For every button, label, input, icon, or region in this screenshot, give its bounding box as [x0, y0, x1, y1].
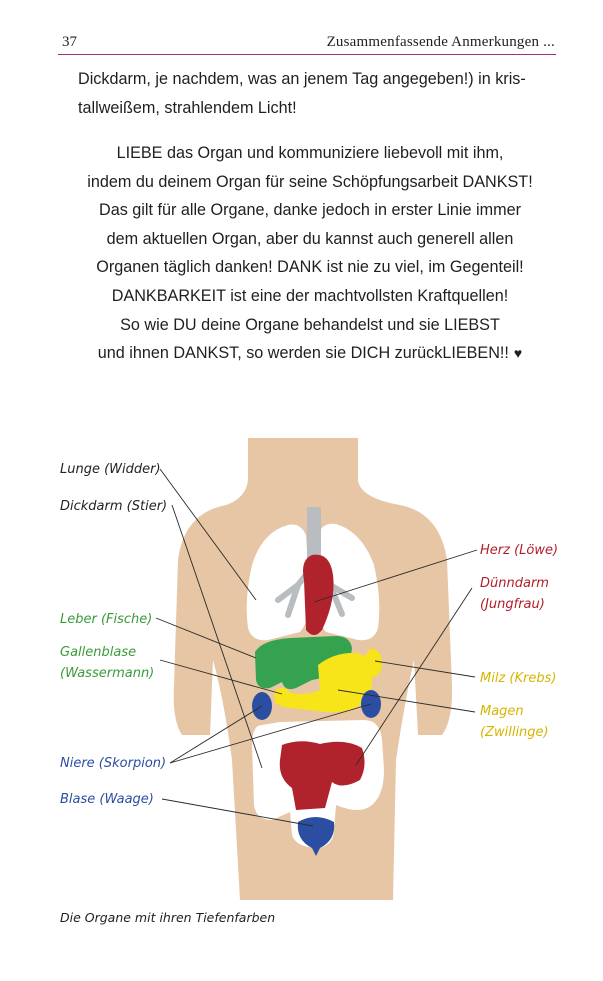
running-head: Zusammenfassende Anmerkungen ... [326, 34, 555, 50]
label-lunge: Lunge (Widder) [60, 462, 161, 477]
label-blase: Blase (Waage) [60, 792, 154, 807]
label-milz: Milz (Krebs) [480, 671, 557, 686]
page-number: 37 [62, 34, 77, 50]
label-duenndarm: Dünndarm [480, 576, 549, 591]
text-line: tallweißem, strahlendem Licht! [78, 98, 297, 117]
label-leber: Leber (Fische) [60, 612, 153, 627]
label-niere: Niere (Skorpion) [60, 756, 167, 771]
text-line: DANKBARKEIT ist eine der machtvollsten Kraftquellen! [111, 286, 509, 305]
label-gallenblase-sign: (Wassermann) [60, 666, 155, 681]
figure-caption: Die Organe mit ihren Tiefenfarben [60, 910, 276, 925]
text-line: So wie DU deine Organe behandelst und sie LIEBST [120, 315, 500, 334]
text-line: dem aktuellen Organ, aber du kannst auch generell allen [106, 229, 514, 248]
label-duenndarm-sign: (Jungfrau) [480, 597, 545, 612]
text-line: und ihnen DANKST, so werden sie DICH zurückLIEBEN!! [97, 344, 509, 363]
label-magen-sign: (Zwillinge) [480, 725, 549, 740]
text-line: Das gilt für alle Organe, danke jedoch in erster Linie immer [99, 201, 521, 220]
label-dickdarm: Dickdarm (Stier) [60, 499, 168, 514]
text-line: indem du deinem Organ für seine Schöpfungsarbeit DANKST! [87, 172, 533, 191]
text-line: Dickdarm, je nachdem, was an jenem Tag angegeben!) in kris- [78, 70, 526, 88]
text-line: LIEBE das Organ und kommuniziere liebevoll mit ihm, [116, 144, 504, 162]
label-magen: Magen [480, 704, 524, 719]
label-gallenblase: Gallenblase [60, 645, 137, 660]
heart-icon: ♥ [513, 345, 523, 362]
label-herz: Herz (Löwe) [480, 543, 559, 558]
text-line: Organen täglich danken! DANK ist nie zu viel, im Gegenteil! [96, 258, 524, 277]
spleen [364, 649, 382, 677]
